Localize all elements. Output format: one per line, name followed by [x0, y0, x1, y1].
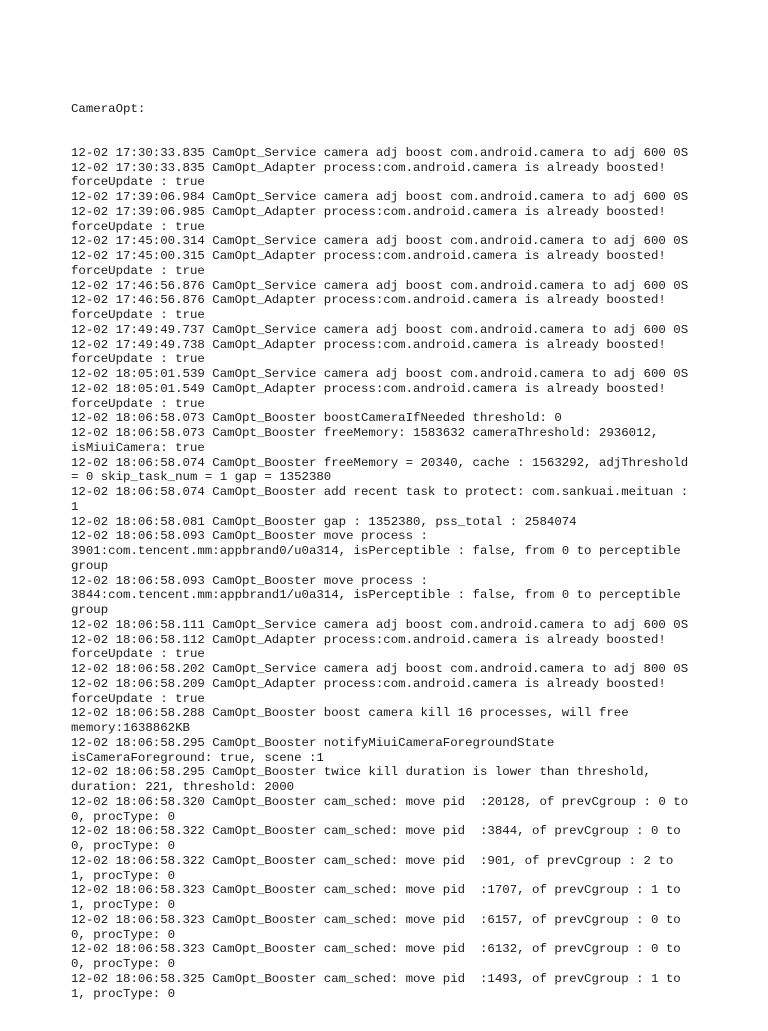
log-line: 12-02 18:06:58.323 CamOpt_Booster cam_sched: move pid :6157, of prevCgroup : 0 to [71, 912, 681, 927]
log-line: 12-02 18:06:58.323 CamOpt_Booster cam_sched: move pid :1707, of prevCgroup : 1 to [71, 883, 681, 898]
log-line: duration: 221, threshold: 2000 [71, 780, 295, 794]
log-line: 12-02 18:06:58.112 CamOpt_Adapter process:com.android.camera is already boosted! [71, 632, 666, 647]
log-line: 12-02 18:06:58.093 CamOpt_Booster move process : [71, 529, 428, 544]
log-line: 12-02 18:06:58.111 CamOpt_Service camera adj boost com.android.camera to adj 600 0S [71, 617, 689, 632]
log-line: 12-02 18:06:58.209 CamOpt_Adapter process:com.android.camera is already boosted! [71, 676, 666, 691]
log-line: 12-02 18:06:58.325 CamOpt_Booster cam_sched: move pid :1493, of prevCgroup : 1 to [71, 971, 681, 986]
log-line: 12-02 18:06:58.320 CamOpt_Booster cam_sched: move pid :20128, of prevCgroup : 0 to [71, 794, 689, 809]
log-line: 12-02 18:06:58.074 CamOpt_Booster add recent task to protect: com.sankuai.meituan : [71, 485, 689, 499]
log-line: 1 [71, 499, 79, 514]
log-line: 12-02 18:05:01.549 CamOpt_Adapter process:com.android.camera is already boosted! [71, 381, 666, 396]
log-line: 12-02 18:06:58.322 CamOpt_Booster cam_sched: move pid :3844, of prevCgroup : 0 to [71, 824, 681, 839]
log-line: 1, procType: 0 [71, 898, 176, 912]
document-page [71, 72, 711, 1031]
log-line: group [71, 603, 109, 617]
log-title: CameraOpt: [71, 101, 146, 116]
log-line: 12-02 18:06:58.288 CamOpt_Booster boost camera kill 16 processes, will free [71, 706, 629, 721]
log-line: forceUpdate : true [71, 352, 205, 367]
log-line: 12-02 18:05:01.539 CamOpt_Service camera adj boost com.android.camera to adj 600 0S [71, 367, 689, 381]
log-line: 12-02 17:39:06.985 CamOpt_Adapter process:com.android.camera is already boosted! [71, 204, 666, 219]
log-line: 12-02 18:06:58.081 CamOpt_Booster gap : 1352380, pss_total : 2584074 [71, 514, 577, 529]
log-line: forceUpdate : true [71, 308, 205, 322]
log-line: 3901:com.tencent.mm:appbrand0/u0a314, isPerceptible : false, from 0 to perceptible [71, 544, 681, 558]
log-line: forceUpdate : true [71, 691, 205, 706]
log-line: 1, procType: 0 [71, 986, 176, 1001]
log-line: 12-02 18:06:58.295 CamOpt_Booster twice kill duration is lower than threshold, [71, 765, 651, 780]
log-line: 12-02 17:30:33.835 CamOpt_Adapter process:com.android.camera is already boosted! [71, 160, 666, 175]
log-line: 0, procType: 0 [71, 957, 176, 971]
log-line: = 0 skip_task_num = 1 gap = 1352380 [71, 470, 332, 485]
log-text [71, 72, 711, 1031]
log-line: 0, procType: 0 [71, 927, 176, 942]
log-line: 12-02 17:49:49.737 CamOpt_Service camera adj boost com.android.camera to adj 600 0S [71, 322, 689, 337]
log-line: 3844:com.tencent.mm:appbrand1/u0a314, isPerceptible : false, from 0 to perceptible [71, 588, 681, 603]
log-line: 12-02 18:06:58.323 CamOpt_Booster cam_sched: move pid :6132, of prevCgroup : 0 to [71, 942, 681, 957]
log-line: 12-02 17:45:00.314 CamOpt_Service camera adj boost com.android.camera to adj 600 0S [71, 234, 689, 249]
log-line: forceUpdate : true [71, 175, 205, 190]
log-line: isCameraForeground: true, scene :1 [71, 750, 324, 765]
log-line: 12-02 17:39:06.984 CamOpt_Service camera adj boost com.android.camera to adj 600 0S [71, 190, 689, 204]
log-line: 12-02 17:45:00.315 CamOpt_Adapter process:com.android.camera is already boosted! [71, 249, 666, 263]
log-line: 12-02 18:06:58.093 CamOpt_Booster move process : [71, 573, 428, 588]
log-line: forceUpdate : true [71, 219, 205, 234]
log-line: 12-02 17:49:49.738 CamOpt_Adapter process:com.android.camera is already boosted! [71, 337, 666, 352]
log-line: 12-02 18:06:58.073 CamOpt_Booster freeMemory: 1583632 cameraThreshold: 2936012, [71, 426, 659, 440]
log-line: 12-02 17:30:33.835 CamOpt_Service camera adj boost com.android.camera to adj 600 0S [71, 145, 689, 160]
log-line: 12-02 17:46:56.876 CamOpt_Service camera adj boost com.android.camera to adj 600 0S [71, 278, 689, 293]
log-line: group [71, 558, 109, 573]
log-lines [71, 146, 711, 1002]
log-line: 12-02 18:06:58.073 CamOpt_Booster boostCameraIfNeeded threshold: 0 [71, 411, 562, 426]
log-line: 12-02 18:06:58.074 CamOpt_Booster freeMemory = 20340, cache : 1563292, adjThreshold [71, 455, 689, 470]
log-line: isMiuiCamera: true [71, 440, 205, 455]
log-line: forceUpdate : true [71, 263, 205, 278]
log-line: 12-02 18:06:58.322 CamOpt_Booster cam_sched: move pid :901, of prevCgroup : 2 to [71, 853, 674, 868]
log-line: forceUpdate : true [71, 396, 205, 411]
log-line: 0, procType: 0 [71, 809, 176, 824]
log-line: memory:1638862KB [71, 721, 190, 735]
log-line: 1, procType: 0 [71, 868, 176, 883]
log-line: 12-02 18:06:58.202 CamOpt_Service camera adj boost com.android.camera to adj 800 0S [71, 662, 689, 676]
log-line: 12-02 17:46:56.876 CamOpt_Adapter process:com.android.camera is already boosted! [71, 293, 666, 308]
log-line: 0, procType: 0 [71, 839, 176, 853]
log-line: 12-02 18:06:58.295 CamOpt_Booster notifyMiuiCameraForegroundState [71, 735, 555, 750]
log-line: forceUpdate : true [71, 647, 205, 662]
